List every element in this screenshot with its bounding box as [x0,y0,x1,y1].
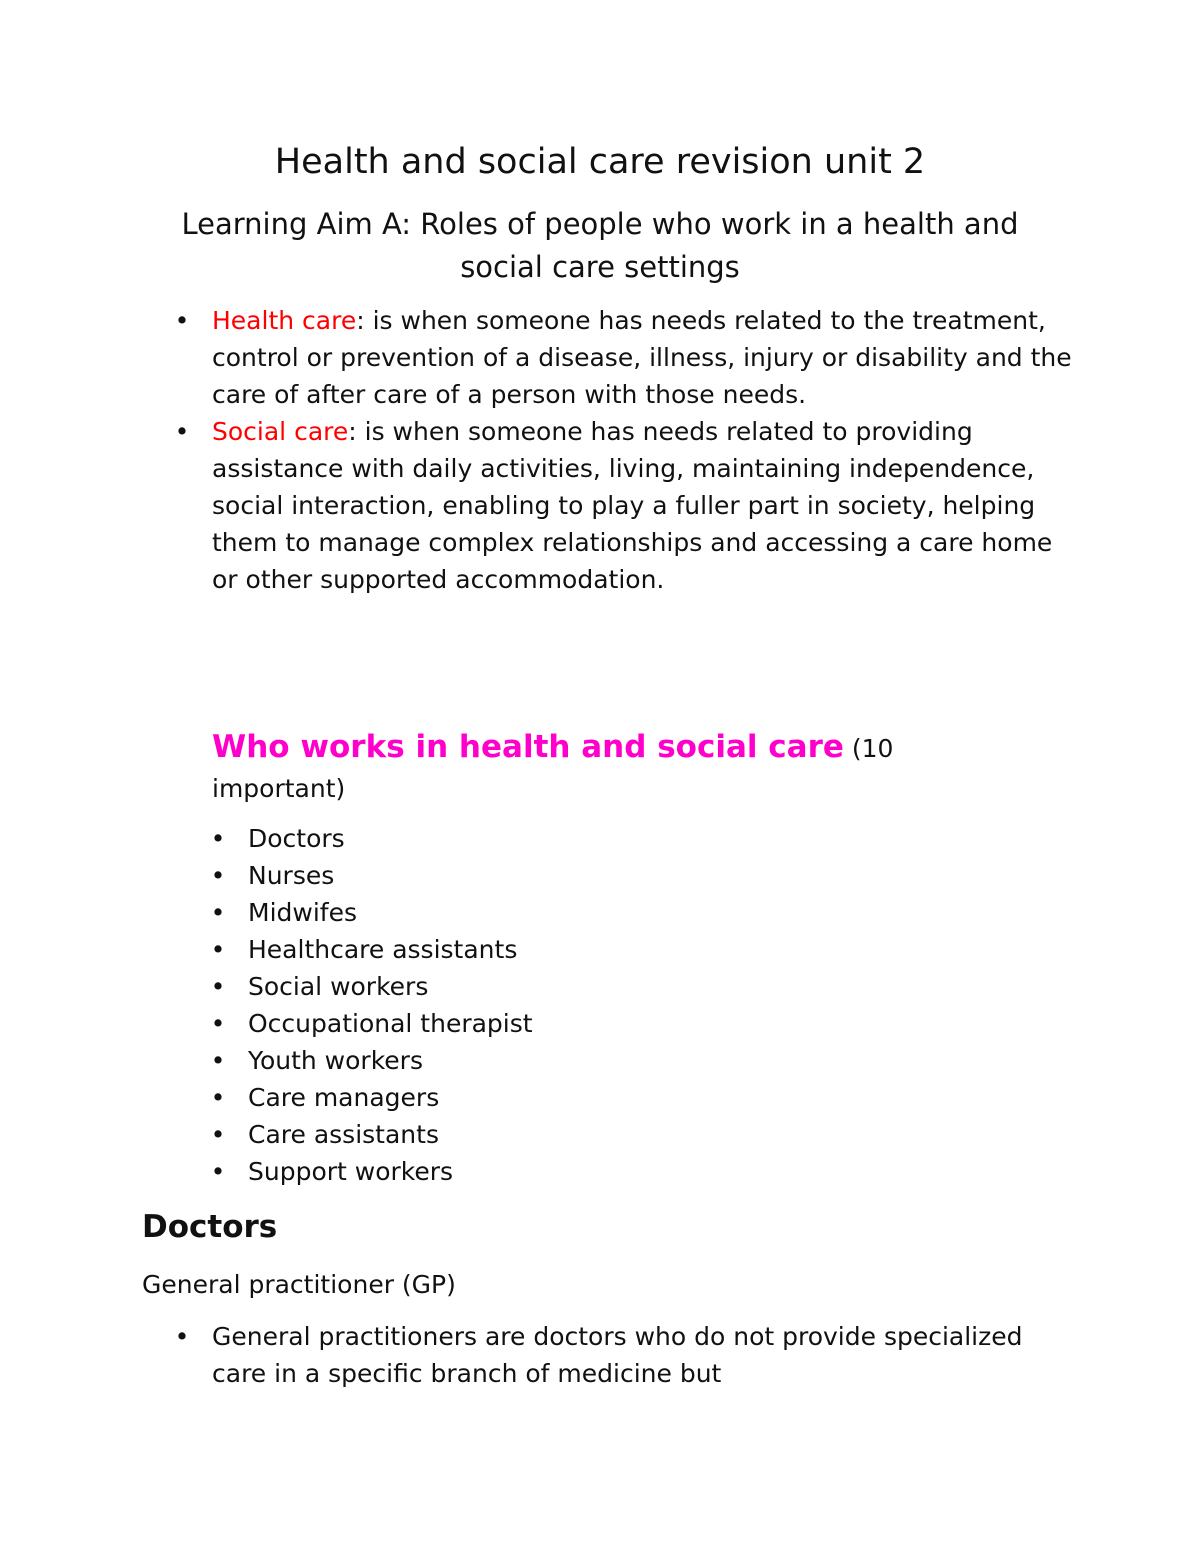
role-label: Doctors [248,824,345,853]
bullet-icon: • [210,1157,226,1186]
definition-text: : is when someone has needs related to the treatment, control or prevention of a disease, illness, injury or disability and the care of after care of a person with those needs. [212,306,1072,409]
bullet-icon: • [210,1083,226,1112]
list-item [210,1005,848,1042]
bullet-icon: • [174,1322,190,1351]
list-item [210,894,848,931]
list-item [210,931,848,968]
bullet-icon: • [174,417,190,446]
bullet-icon: • [210,1120,226,1149]
role-label: Nurses [248,861,335,890]
list-item [210,1116,848,1153]
role-label: Youth workers [248,1046,423,1075]
bullet-icon: • [210,898,226,927]
list-item [210,857,848,894]
bullet-icon: • [210,935,226,964]
role-label: Occupational therapist [248,1009,533,1038]
document-title: Health and social care revision unit 2 [274,142,926,182]
role-label: Support workers [248,1157,454,1186]
bullet-icon: • [210,1046,226,1075]
definition-term: Health care [212,306,357,335]
definition-item-social-care [174,413,1072,598]
list-item [210,1079,848,1116]
document-subtitle: Learning Aim A: Roles of people who work in a health and social care settings [181,207,1019,284]
gp-bullet-text: General practitioners are doctors who do not provide specialized care in a specific branch of medicine but [212,1322,1023,1388]
bullet-icon: • [210,824,226,853]
doctors-heading: Doctors [142,1209,278,1245]
role-label: Social workers [248,972,429,1001]
who-works-heading-highlight: Who works in health and social care [212,729,844,765]
list-item [174,1318,1052,1392]
bullet-icon: • [210,1009,226,1038]
who-works-heading [212,727,1032,809]
definition-term: Social care [212,417,349,446]
bullet-icon: • [174,306,190,335]
list-item [210,820,848,857]
who-works-heading-note: (10 important) [212,734,894,803]
role-label: Healthcare assistants [248,935,518,964]
definition-item-health-care [174,302,1072,413]
definition-list [174,302,1072,598]
role-label: Care managers [248,1083,440,1112]
role-label: Care assistants [248,1120,439,1149]
gp-bullet-list [174,1318,1052,1392]
roles-list [210,820,848,1190]
bullet-icon: • [210,861,226,890]
definition-text: : is when someone has needs related to providing assistance with daily activities, living, maintaining independence, social interaction, enabling to play a fuller part in society, helping them to manage complex relationships and accessing a care home or other supported accommodation. [212,417,1053,594]
list-item [210,1042,848,1079]
bullet-icon: • [210,972,226,1001]
list-item [210,968,848,1005]
list-item [210,1153,848,1190]
gp-subheading: General practitioner (GP) [142,1270,456,1299]
role-label: Midwifes [248,898,357,927]
